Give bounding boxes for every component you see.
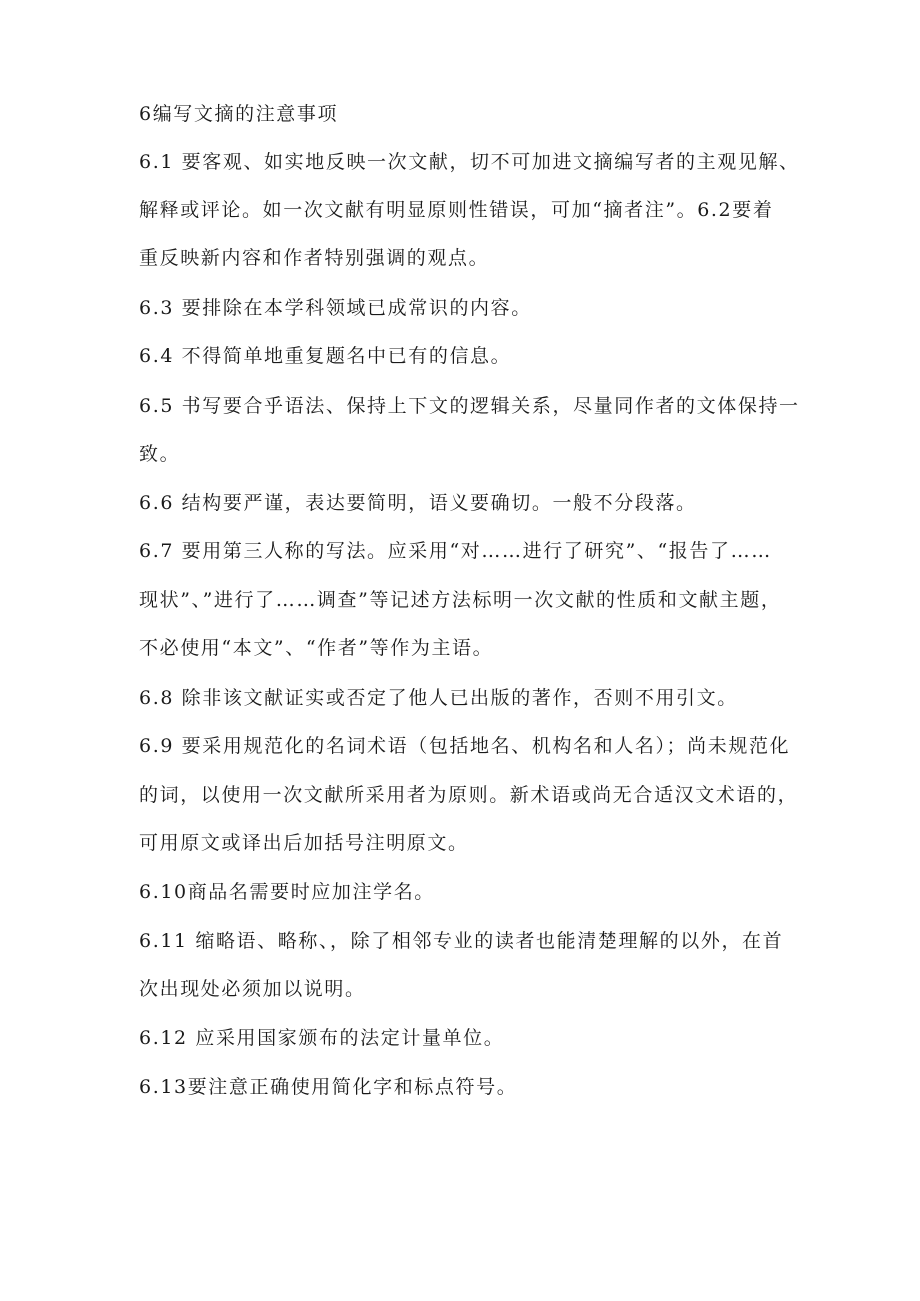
text-line: 6.12 应采用国家颁布的法定计量单位。 xyxy=(139,1027,505,1049)
section-heading: 6编写文摘的注意事项 xyxy=(139,103,339,125)
text-line: 6.9 要采用规范化的名词术语（包括地名、机构名和人名）；尚未规范化 xyxy=(139,735,791,757)
text-line: 重反映新内容和作者特别强调的观点。 xyxy=(139,247,490,269)
text-line: 6.6 结构要严谨，表达要简明，语义要确切。一般不分段落。 xyxy=(139,492,697,514)
text-line: 6.4 不得简单地重复题名中已有的信息。 xyxy=(139,345,512,367)
text-line: 6.8 除非该文献证实或否定了他人已出版的著作，否则不用引文。 xyxy=(139,687,738,709)
text-line: 现状”、”进行了……调查”等记述方法标明一次文献的性质和文献主题， xyxy=(139,589,782,611)
text-line: 6.1 要客观、如实地反映一次文献，切不可加进文摘编写者的主观见解、 xyxy=(139,151,800,173)
text-line: 6.11 缩略语、略称、，除了相邻专业的读者也能清楚理解的以外，在首 xyxy=(139,930,784,952)
text-line: 6.7 要用第三人称的写法。应采用“对……进行了研究”、“报告了…… xyxy=(139,540,772,562)
text-line: 不必使用“本文”、“作者”等作为主语。 xyxy=(139,637,494,659)
text-line: 解释或评论。如一次文献有明显原则性错误，可加“摘者注”。6.2要着 xyxy=(139,199,774,221)
text-line: 6.10商品名需要时应加注学名。 xyxy=(139,881,435,903)
text-line: 的词，以使用一次文献所采用者为原则。新术语或尚无合适汉文术语的， xyxy=(139,784,799,806)
text-line: 次出现处必须加以说明。 xyxy=(139,978,366,1000)
text-line: 致。 xyxy=(139,443,181,465)
text-line: 6.3 要排除在本学科领域已成常识的内容。 xyxy=(139,297,532,319)
text-line: 可用原文或译出后加括号注明原文。 xyxy=(139,832,469,854)
text-line: 6.13要注意正确使用简化字和标点符号。 xyxy=(139,1076,518,1098)
text-line: 6.5 书写要合乎语法、保持上下文的逻辑关系，尽量同作者的文体保持一 xyxy=(139,395,800,417)
